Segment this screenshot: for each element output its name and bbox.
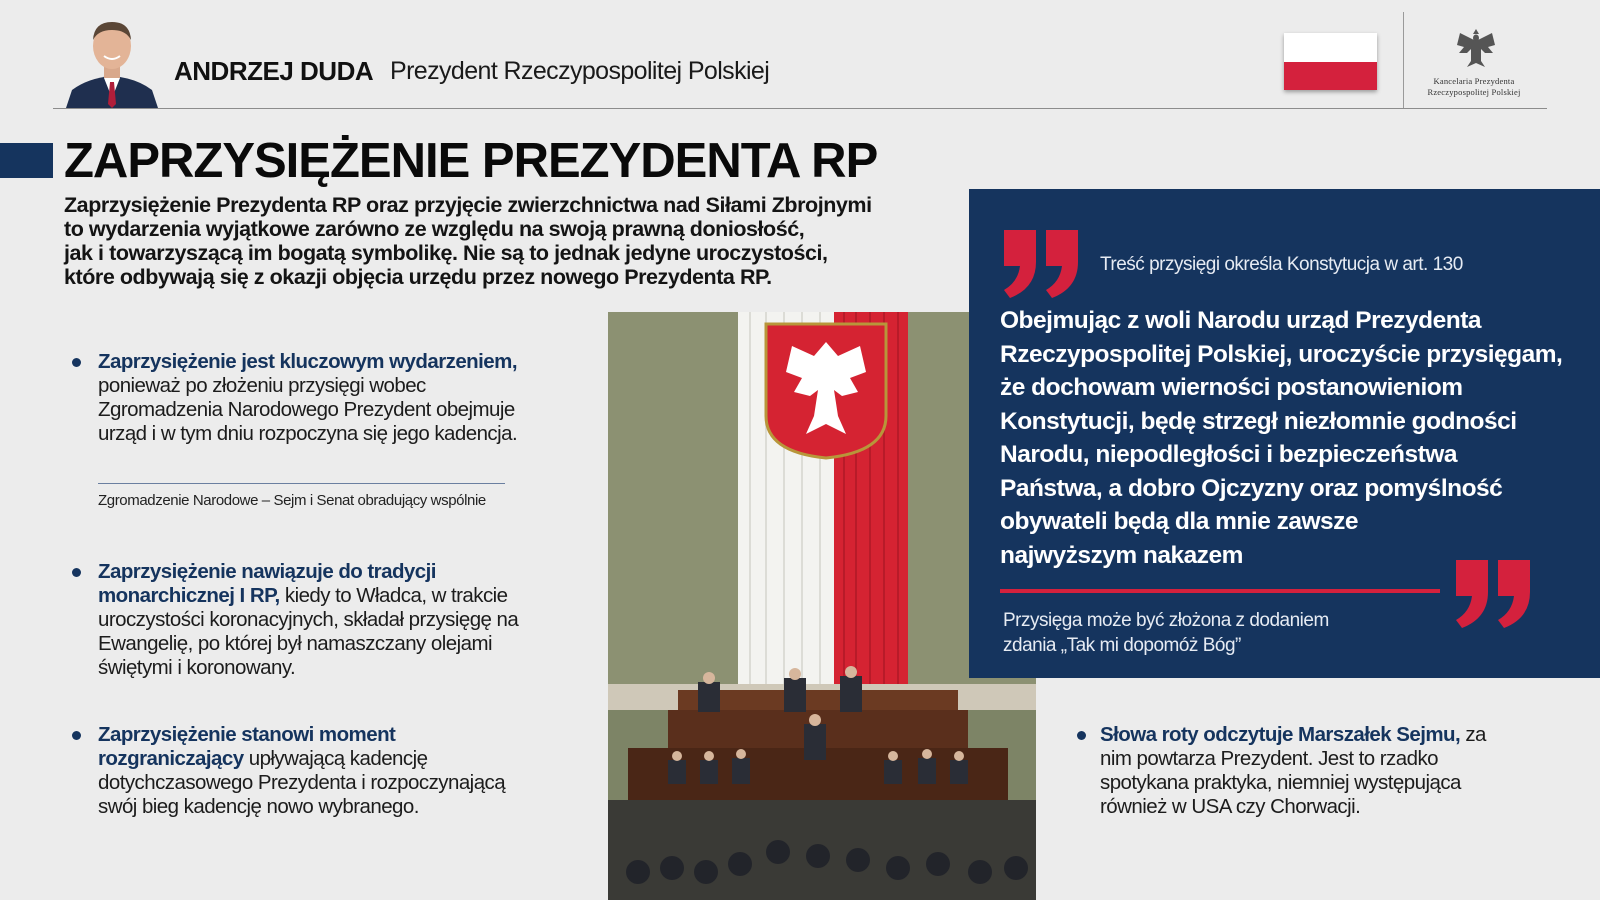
- bullet-highlight: Zaprzysiężenie nawiązuje do tradycji monarchicznej I RP,: [98, 560, 436, 607]
- intro-paragraph: [64, 193, 904, 289]
- bullet-item: [98, 350, 528, 446]
- logo-line-1: Kancelaria Prezydenta: [1433, 76, 1515, 86]
- bullet-dot: [72, 568, 81, 577]
- opening-quote-mark-icon: [1000, 226, 1084, 302]
- header-separator: [1403, 12, 1404, 108]
- bullet-body: upływającą kadencję dotychczasowego Prezydenta i rozpoczynającą swój bieg kadencję nowo wybranego.: [98, 747, 506, 818]
- note-divider: [98, 483, 505, 484]
- bullet-body: ponieważ po złożeniu przysięgi wobec Zgromadzenia Narodowego Prezydent obejmuje urząd i w tym dniu rozpoczyna się jego kadencja.: [98, 374, 518, 445]
- oath-line: Konstytucji, będę strzegł niezłomnie godności: [1000, 407, 1517, 435]
- oath-line: że dochowam wierności postanowieniom: [1000, 374, 1463, 401]
- note-caption: Zgromadzenie Narodowe – Sejm i Senat obradujący wspólnie: [98, 492, 486, 509]
- quote-intro: Treść przysięgi określa Konstytucja w art. 130: [1100, 254, 1463, 275]
- bullet-highlight: Zaprzysiężenie stanowi moment rozgraniczający: [98, 723, 396, 770]
- title-accent-bar: [0, 143, 53, 178]
- intro-line: Zaprzysiężenie Prezydenta RP oraz przyjęcie zwierzchnictwa nad Siłami Zbrojnymi: [64, 193, 872, 217]
- oath-line: obywateli będą dla mnie zawsze: [1000, 508, 1359, 535]
- quote-note: [1003, 608, 1329, 658]
- quote-note-line: Przysięga może być złożona z dodaniem: [1003, 610, 1329, 631]
- bullet-item: [98, 723, 538, 819]
- eagle-emblem-icon: [1455, 25, 1497, 71]
- intro-line: to wydarzenia wyjątkowe zarówno ze względu na swoją prawną doniosłość,: [64, 217, 805, 241]
- header-divider: [53, 108, 1547, 109]
- oath-line: najwyższym nakazem: [1000, 541, 1243, 569]
- oath-line: Narodu, niepodległości i bezpieczeństwa: [1000, 441, 1457, 468]
- bullet-body: kiedy to Władca, w trakcie uroczystości koronacyjnych, składał przysięgę na Ewangelię, po której był namaszczany olejami świętymi i koronowany.: [98, 584, 519, 679]
- bullet-dot: [72, 731, 81, 740]
- bullet-dot: [1077, 731, 1086, 740]
- intro-line: jak i towarzyszącą im bogatą symbolikę. Nie są to jednak jedyne uroczystości,: [64, 241, 828, 265]
- polish-flag: [1284, 33, 1377, 90]
- president-role: Prezydent Rzeczypospolitej Polskiej: [390, 57, 770, 85]
- president-portrait: [66, 12, 158, 108]
- bullet-item: [1100, 723, 1510, 819]
- bullet-highlight: Zaprzysiężenie jest kluczowym wydarzeniem,: [98, 350, 517, 373]
- president-name: ANDRZEJ DUDA: [174, 56, 374, 86]
- bullet-highlight: Słowa roty odczytuje Marszałek Sejmu,: [1100, 723, 1461, 746]
- logo-line-2: Rzeczypospolitej Polskiej: [1427, 87, 1521, 97]
- quote-divider: [1000, 589, 1440, 593]
- oath-text: [1000, 304, 1590, 572]
- oath-line: Rzeczypospolitej Polskiej, uroczyście przysięgam,: [1000, 340, 1563, 368]
- bullet-item: [98, 560, 538, 680]
- page-title: ZAPRZYSIĘŻENIE PREZYDENTA RP: [64, 134, 878, 188]
- chancellery-logo-text: [1410, 76, 1538, 98]
- oath-line: Państwa, a dobro Ojczyzny oraz pomyślność: [1000, 474, 1503, 502]
- bullet-body: za nim powtarza Prezydent. Jest to rzadko spotykana praktyka, niemniej występująca również w USA czy Chorwacji.: [1100, 723, 1486, 818]
- bullet-dot: [72, 358, 81, 367]
- quote-note-line: zdania „Tak mi dopomóż Bóg”: [1003, 635, 1241, 656]
- closing-quote-mark-icon: [1452, 556, 1536, 632]
- oath-line: Obejmując z woli Narodu urząd Prezydenta: [1000, 307, 1481, 334]
- intro-line: które odbywają się z okazji objęcia urzędu przez nowego Prezydenta RP.: [64, 265, 772, 289]
